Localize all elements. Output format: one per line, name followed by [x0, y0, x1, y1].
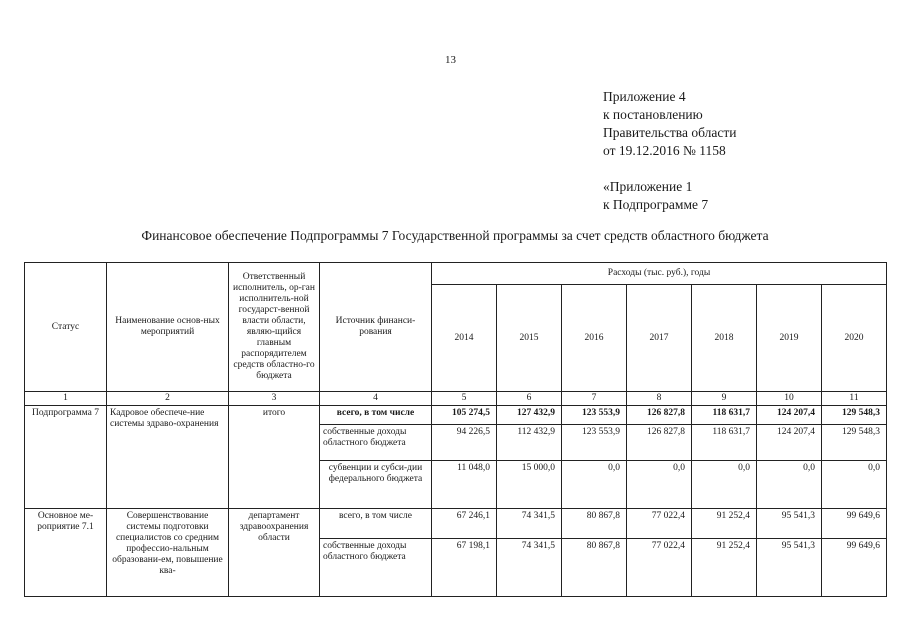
source-cell: субвенции и субси-дии федерального бюджета [320, 461, 432, 509]
value-cell: 123 553,9 [562, 425, 627, 461]
column-number-row [25, 392, 887, 406]
header-year: 2016 [562, 285, 627, 392]
value-cell: 91 252,4 [692, 509, 757, 539]
header-year: 2018 [692, 285, 757, 392]
column-number: 8 [627, 392, 692, 406]
header-executor: Ответственный исполнитель, ор-ган исполнитель-ной государст-венной власти области, являю-щийся главным распорядителем средств областно-го бюджета [229, 263, 320, 392]
appendix-line: Приложение 4 [603, 89, 686, 104]
value-cell: 95 541,3 [757, 539, 822, 597]
value-cell: 118 631,7 [692, 406, 757, 425]
header-source: Источник финанси-рования [320, 263, 432, 392]
value-cell: 0,0 [822, 461, 887, 509]
value-cell: 127 432,9 [497, 406, 562, 425]
value-cell: 0,0 [627, 461, 692, 509]
page-number: 13 [445, 54, 456, 66]
column-number: 2 [107, 392, 229, 406]
appendix-header [603, 88, 736, 214]
appendix-line: «Приложение 1 [603, 179, 693, 194]
value-cell: 118 631,7 [692, 425, 757, 461]
value-cell: 126 827,8 [627, 425, 692, 461]
header-year: 2017 [627, 285, 692, 392]
appendix-line: Правительства области [603, 125, 737, 140]
value-cell: 0,0 [757, 461, 822, 509]
value-cell: 126 827,8 [627, 406, 692, 425]
column-number: 1 [25, 392, 107, 406]
column-number: 11 [822, 392, 887, 406]
value-cell: 99 649,6 [822, 509, 887, 539]
source-cell: всего, в том числе [320, 509, 432, 539]
column-number: 9 [692, 392, 757, 406]
financing-table [24, 262, 887, 597]
column-number: 5 [432, 392, 497, 406]
value-cell: 67 198,1 [432, 539, 497, 597]
source-cell: всего, в том числе [320, 406, 432, 425]
table-row [25, 406, 887, 425]
value-cell: 15 000,0 [497, 461, 562, 509]
value-cell: 112 432,9 [497, 425, 562, 461]
value-cell: 0,0 [562, 461, 627, 509]
executor-cell: итого [229, 406, 320, 509]
value-cell: 0,0 [692, 461, 757, 509]
document-title: Финансовое обеспечение Подпрограммы 7 Государственной программы за счет средств областного бюджета [141, 228, 769, 243]
value-cell: 77 022,4 [627, 539, 692, 597]
value-cell: 94 226,5 [432, 425, 497, 461]
column-number: 4 [320, 392, 432, 406]
spacer [603, 160, 736, 178]
value-cell: 129 548,3 [822, 406, 887, 425]
appendix-line: к Подпрограмме 7 [603, 197, 709, 212]
executor-cell: департамент здравоохранения области [229, 509, 320, 597]
value-cell: 67 246,1 [432, 509, 497, 539]
header-year: 2014 [432, 285, 497, 392]
header-year: 2020 [822, 285, 887, 392]
value-cell: 77 022,4 [627, 509, 692, 539]
header-status: Статус [25, 263, 107, 392]
value-cell: 74 341,5 [497, 539, 562, 597]
appendix-line: от 19.12.2016 № 1158 [603, 143, 726, 158]
value-cell: 95 541,3 [757, 509, 822, 539]
value-cell: 99 649,6 [822, 539, 887, 597]
name-cell: Совершенствование системы подготовки специалистов со средним профессио-нальным образовани-ем, повышение ква- [107, 509, 229, 597]
name-cell: Кадровое обеспече-ние системы здраво-охранения [107, 406, 229, 509]
value-cell: 124 207,4 [757, 425, 822, 461]
status-cell: Основное ме-роприятие 7.1 [25, 509, 107, 597]
value-cell: 80 867,8 [562, 509, 627, 539]
value-cell: 91 252,4 [692, 539, 757, 597]
value-cell: 11 048,0 [432, 461, 497, 509]
source-cell: собственные доходы областного бюджета [320, 539, 432, 597]
header-year: 2019 [757, 285, 822, 392]
source-cell: собственные доходы областного бюджета [320, 425, 432, 461]
value-cell: 105 274,5 [432, 406, 497, 425]
header-name: Наименование основ-ных мероприятий [107, 263, 229, 392]
column-number: 7 [562, 392, 627, 406]
table-row [25, 509, 887, 539]
value-cell: 123 553,9 [562, 406, 627, 425]
column-number: 6 [497, 392, 562, 406]
column-number: 3 [229, 392, 320, 406]
appendix-line: к постановлению [603, 107, 703, 122]
value-cell: 74 341,5 [497, 509, 562, 539]
value-cell: 124 207,4 [757, 406, 822, 425]
header-year: 2015 [497, 285, 562, 392]
status-cell: Подпрограмма 7 [25, 406, 107, 509]
value-cell: 80 867,8 [562, 539, 627, 597]
column-number: 10 [757, 392, 822, 406]
value-cell: 129 548,3 [822, 425, 887, 461]
header-expenses: Расходы (тыс. руб.), годы [432, 263, 887, 285]
